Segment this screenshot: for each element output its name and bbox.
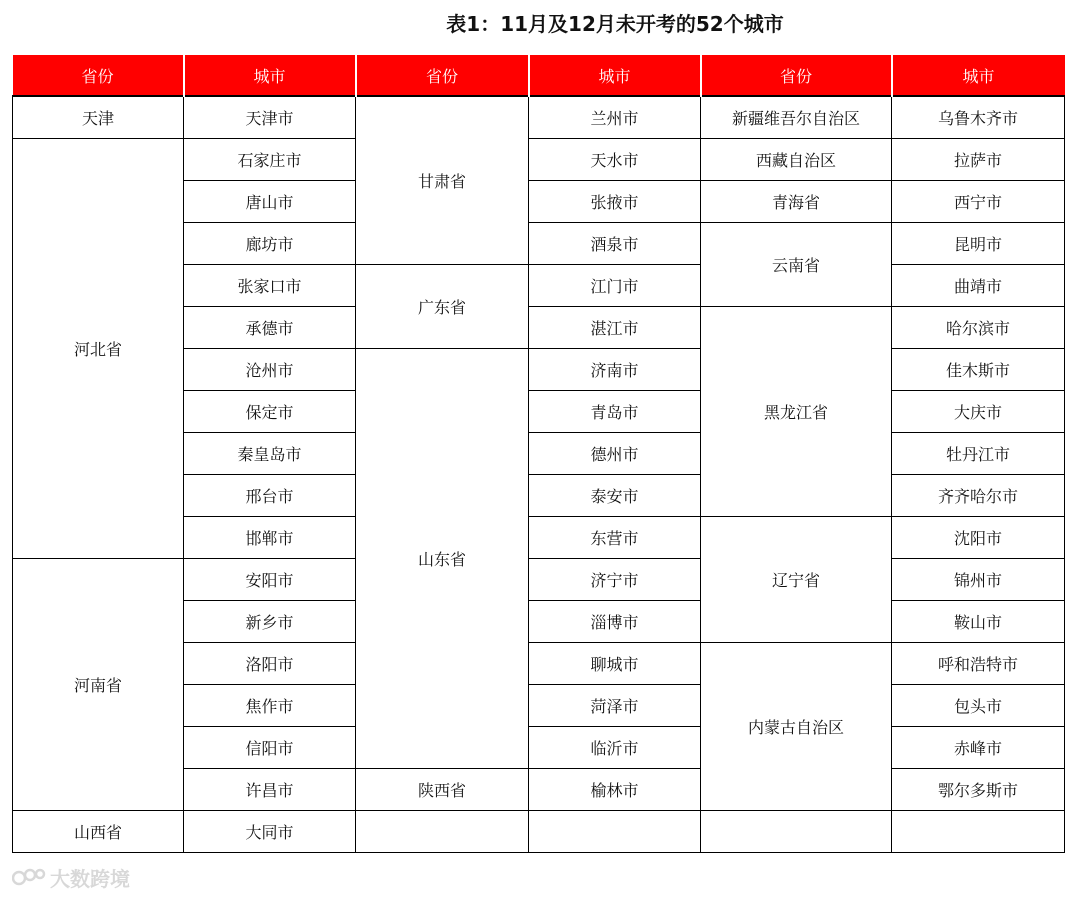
city-cell: 湛江市 — [529, 307, 701, 349]
header-city: 城市 — [892, 55, 1065, 96]
header-city: 城市 — [184, 55, 356, 96]
province-cell: 山西省 — [13, 811, 184, 853]
province-cell: 天津 — [13, 96, 184, 139]
city-cell: 信阳市 — [184, 727, 356, 769]
city-cell: 大同市 — [184, 811, 356, 853]
province-cell: 河南省 — [13, 559, 184, 811]
city-cell: 天津市 — [184, 96, 356, 139]
header-province: 省份 — [356, 55, 529, 96]
city-cell: 临沂市 — [529, 727, 701, 769]
city-cell: 邯郸市 — [184, 517, 356, 559]
city-cell: 济宁市 — [529, 559, 701, 601]
province-cell: 青海省 — [701, 181, 892, 223]
table-row — [13, 96, 1065, 139]
table-title: 表1：11月及12月未开考的52个城市 — [446, 12, 784, 36]
province-cell: 云南省 — [701, 223, 892, 307]
province-cell: 山东省 — [356, 349, 529, 769]
city-cell: 鞍山市 — [892, 601, 1065, 643]
header-province: 省份 — [701, 55, 892, 96]
city-cell: 唐山市 — [184, 181, 356, 223]
city-cell — [529, 811, 701, 853]
province-cell — [701, 811, 892, 853]
watermark-text: 大数跨境 — [50, 866, 130, 891]
province-cell — [356, 811, 529, 853]
city-cell: 天水市 — [529, 139, 701, 181]
city-cell: 焦作市 — [184, 685, 356, 727]
city-cell: 德州市 — [529, 433, 701, 475]
city-cell: 拉萨市 — [892, 139, 1065, 181]
watermark-logo-icon — [12, 866, 46, 888]
city-cell: 乌鲁木齐市 — [892, 96, 1065, 139]
header-row — [13, 55, 1065, 96]
city-cell: 大庆市 — [892, 391, 1065, 433]
city-cell: 廊坊市 — [184, 223, 356, 265]
city-cell: 江门市 — [529, 265, 701, 307]
city-cell: 榆林市 — [529, 769, 701, 811]
city-cell: 沈阳市 — [892, 517, 1065, 559]
city-cell: 昆明市 — [892, 223, 1065, 265]
city-cell: 秦皇岛市 — [184, 433, 356, 475]
city-cell: 青岛市 — [529, 391, 701, 433]
city-cell: 西宁市 — [892, 181, 1065, 223]
city-cell: 赤峰市 — [892, 727, 1065, 769]
city-cell: 佳木斯市 — [892, 349, 1065, 391]
city-cell: 锦州市 — [892, 559, 1065, 601]
city-cell: 聊城市 — [529, 643, 701, 685]
province-cell: 甘肃省 — [356, 96, 529, 265]
city-cell: 石家庄市 — [184, 139, 356, 181]
city-cell: 沧州市 — [184, 349, 356, 391]
city-cell: 曲靖市 — [892, 265, 1065, 307]
province-cell: 黑龙江省 — [701, 307, 892, 517]
city-cell: 承德市 — [184, 307, 356, 349]
city-cell: 呼和浩特市 — [892, 643, 1065, 685]
table-row — [13, 559, 1065, 601]
header-province: 省份 — [13, 55, 184, 96]
city-cell: 齐齐哈尔市 — [892, 475, 1065, 517]
city-cell: 张掖市 — [529, 181, 701, 223]
city-cell: 新乡市 — [184, 601, 356, 643]
watermark — [12, 864, 130, 890]
city-cell — [892, 811, 1065, 853]
province-cell: 新疆维吾尔自治区 — [701, 96, 892, 139]
province-cell: 内蒙古自治区 — [701, 643, 892, 811]
city-cell: 酒泉市 — [529, 223, 701, 265]
city-cell: 牡丹江市 — [892, 433, 1065, 475]
city-cell: 泰安市 — [529, 475, 701, 517]
city-cell: 济南市 — [529, 349, 701, 391]
city-cell: 东营市 — [529, 517, 701, 559]
city-cell: 张家口市 — [184, 265, 356, 307]
city-cell: 邢台市 — [184, 475, 356, 517]
province-cell: 陕西省 — [356, 769, 529, 811]
province-cell: 辽宁省 — [701, 517, 892, 643]
header-city: 城市 — [529, 55, 701, 96]
city-cell: 兰州市 — [529, 96, 701, 139]
table-row — [13, 139, 1065, 181]
city-cell: 菏泽市 — [529, 685, 701, 727]
city-cell: 包头市 — [892, 685, 1065, 727]
city-cell: 洛阳市 — [184, 643, 356, 685]
city-cell: 哈尔滨市 — [892, 307, 1065, 349]
city-cell: 淄博市 — [529, 601, 701, 643]
city-cell: 鄂尔多斯市 — [892, 769, 1065, 811]
province-cell: 广东省 — [356, 265, 529, 349]
province-cell: 河北省 — [13, 139, 184, 559]
province-cell: 西藏自治区 — [701, 139, 892, 181]
city-cell: 保定市 — [184, 391, 356, 433]
table-row — [13, 811, 1065, 853]
city-cell: 许昌市 — [184, 769, 356, 811]
city-cell: 安阳市 — [184, 559, 356, 601]
cities-table — [12, 55, 1065, 853]
